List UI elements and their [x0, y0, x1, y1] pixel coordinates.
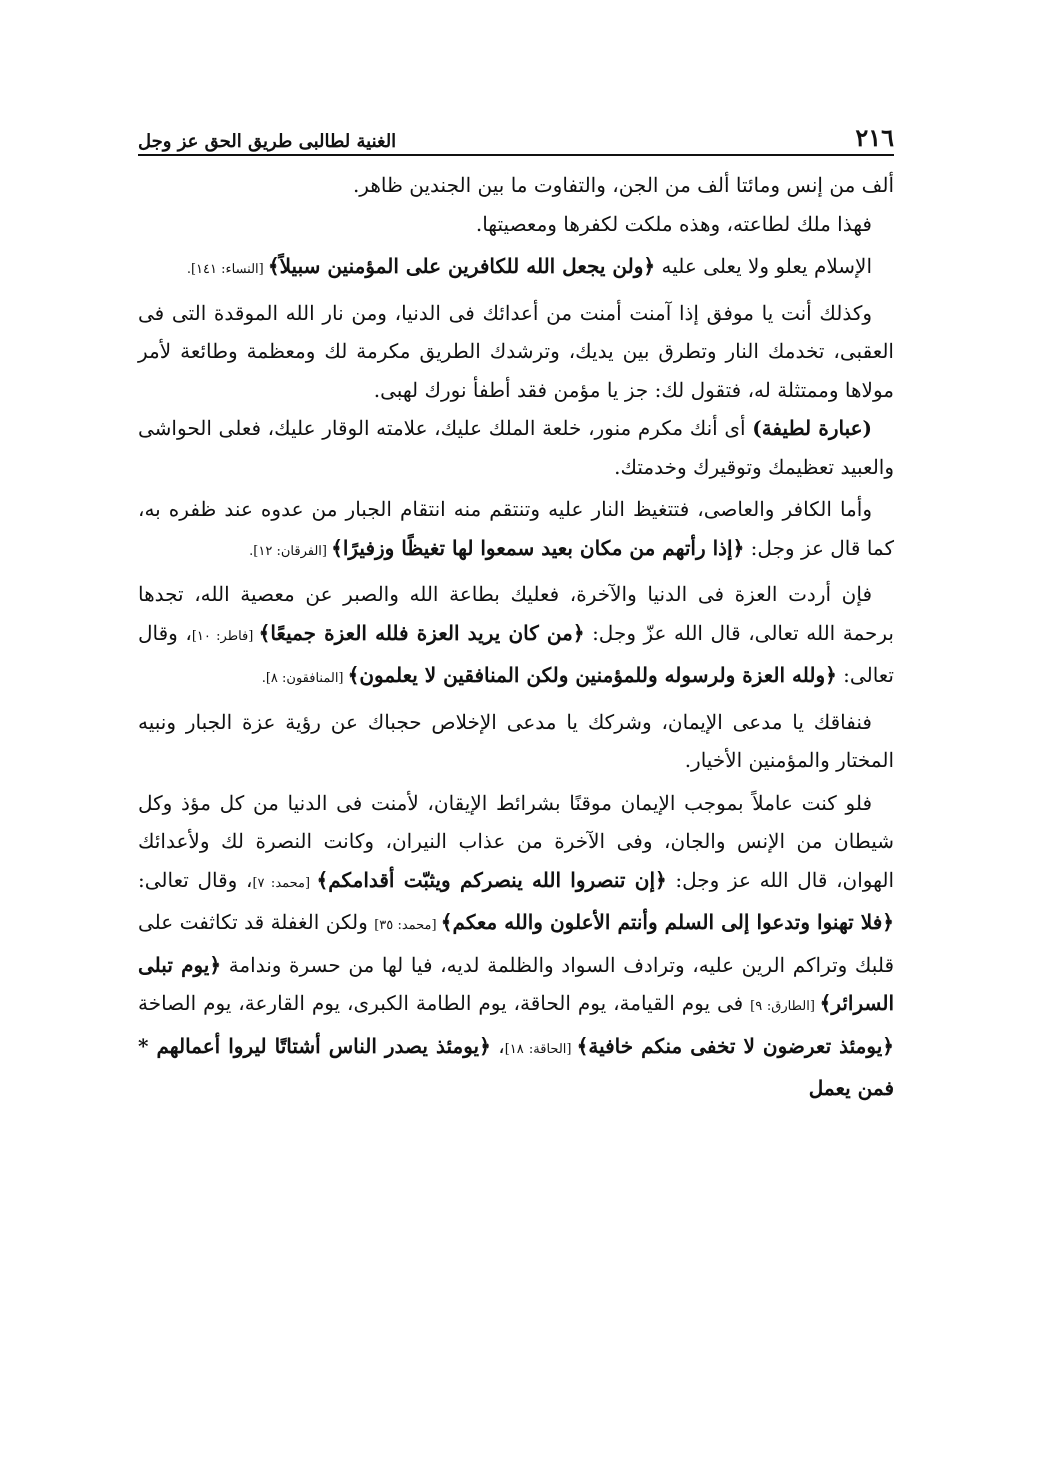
verse-reference: [المنافقون: ٨]. — [261, 671, 348, 686]
page-header — [138, 118, 894, 156]
text-segment: ، وقال تعالى: — [138, 867, 253, 892]
verse-reference: [محمد: ٧] — [252, 875, 317, 891]
paragraph — [138, 294, 894, 410]
quran-verse: ﴿يومئذ يصدر الناس أشتاتًا ليروا أعمالهم * فمن يعمل — [138, 1033, 894, 1100]
page-body — [138, 166, 894, 1108]
text-segment: فى يوم القيامة، يوم الحاقة، يوم الطامة الكبرى، يوم القارعة، يوم الصاخة — [138, 991, 751, 1015]
book-title: الغنية لطالبى طريق الحق عز وجل — [138, 131, 397, 152]
text-segment: وكذلك أنت يا موفق إذا آمنت أمنت من أعدائك فى الدنيا، ومن نار الله الموقدة التى فى العقبى، تخدمك النار وتطرق بين يديك، وترشدك الطريق مكرمة لك ومعظمة وطائعة لأمر مولاها وممتثلة له، فتقول لك: جز يا مؤمن فقد أطفأ نورك لهبى. — [138, 300, 894, 402]
verse-reference: [الطارق: ٩] — [750, 999, 820, 1014]
text-segment: ألف من إنس ومائتا ألف من الجن، والتفاوت ما بين الجندين ظاهر. — [352, 173, 894, 197]
verse-reference: [الحاقة: ١٨] — [504, 1041, 577, 1057]
paragraph — [138, 409, 894, 486]
text-segment: فلو كنت عاملاً بموجب الإيمان موقنًا بشرائط الإيقان، لأمنت فى الدنيا من كل مؤذ وكل شيطان من الإنس والجان، وفى الآخرة من عذاب النيران، وكانت النصرة لك ولأعدائك الهوان، قال الله عز وجل: — [138, 790, 894, 892]
page-number: ٢١٦ — [855, 123, 894, 152]
quran-verse: (عبارة لطيفة) — [752, 416, 873, 440]
text-segment: ، وقال تعالى: — [138, 620, 894, 687]
text-segment: أى أنك مكرم منور، خلعة الملك عليك، علامته الوقار عليك، فعلى الحواشى والعبيد تعظيمك وتوقيرك وخدمتك. — [138, 416, 894, 479]
paragraph — [138, 205, 894, 244]
quran-verse: ﴿ولن يجعل الله للكافرين على المؤمنين سبيلاً﴾ — [267, 254, 656, 278]
paragraph — [138, 703, 894, 780]
verse-reference: [فاطر: ١٠] — [191, 628, 259, 644]
book-page — [138, 118, 894, 1108]
quran-verse: ﴿ولله العزة ولرسوله وللمؤمنين ولكن المنافقين لا يعلمون﴾ — [347, 663, 837, 687]
paragraph — [138, 247, 894, 290]
text-segment: فإن أردت العزة فى الدنيا والآخرة، فعليك بطاعة الله والصبر عن معصية الله، تجدها برحمة الله تعالى، قال الله عزّ وجل: — [138, 582, 894, 645]
paragraph — [138, 784, 894, 1108]
verse-reference: [الفرقان: ١٢]. — [249, 543, 332, 559]
text-segment: وأما الكافر والعاصى، فتتغيظ النار عليه وتنتقم منه انتقام الجبار من عدوه عند ظفره به، كما قال عز وجل: — [138, 497, 894, 560]
text-segment: ، — [490, 1033, 505, 1058]
quran-verse: ﴿يوم تبلى السرائر﴾ — [138, 952, 894, 1015]
quran-verse: ﴿فلا تهنوا وتدعوا إلى السلم وأنتم الأعلون والله معكم﴾ — [440, 910, 894, 934]
paragraph — [138, 166, 894, 205]
paragraph — [138, 490, 894, 571]
text-segment: ولكن الغفلة قد تكاثفت على قلبك وتراكم الرين عليه، وترادف السواد والظلمة لديه، فيا لها من حسرة وندامة — [138, 910, 895, 977]
verse-reference: [محمد: ٣٥] — [374, 918, 441, 933]
quran-verse: ﴿إذا رأتهم من مكان بعيد سمعوا لها تغيظًا وزفيرًا﴾ — [331, 535, 745, 560]
text-segment: فنفاقك يا مدعى الإيمان، وشركك يا مدعى الإخلاص حجباك عن رؤية عزة الجبار ونبيه المختار والمؤمنين الأخيار. — [138, 709, 894, 772]
text-segment: الإسلام يعلو ولا يعلى عليه — [655, 254, 872, 278]
quran-verse: ﴿من كان يريد العزة فلله العزة جميعًا﴾ — [258, 620, 585, 645]
quran-verse: ﴿إن تنصروا الله ينصركم ويثبّت أقدامكم﴾ — [316, 867, 667, 892]
verse-reference: [النساء: ١٤١]. — [186, 262, 268, 277]
quran-verse: ﴿يومئذ تعرضون لا تخفى منكم خافية﴾ — [576, 1033, 895, 1058]
text-segment: فهذا ملك لطاعته، وهذه ملكت لكفرها ومعصيتها. — [475, 211, 872, 236]
paragraph — [138, 575, 894, 699]
